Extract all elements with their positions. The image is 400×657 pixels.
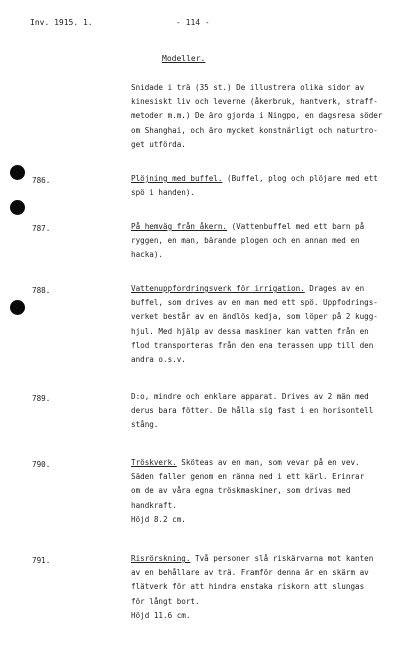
entry-number: 789.	[32, 394, 51, 403]
entry-number: 791.	[32, 556, 51, 565]
entry-line: derus bara fötter. De hålla sig fast i en horisontell	[131, 406, 374, 416]
entry-line: andra o.s.v.	[131, 355, 186, 365]
inventory-label: Inv. 1915. 1.	[30, 18, 93, 27]
entry-789	[131, 390, 393, 433]
punch-hole	[10, 300, 25, 315]
entry-786	[131, 172, 393, 200]
section-title: Modeller.	[162, 54, 206, 63]
entry-line: Höjd 11.6 cm.	[131, 610, 191, 620]
entry-line: hacka).	[131, 250, 164, 260]
entry-line: verket består av en ändlös kedja, som löper på 2 kugg-	[131, 312, 378, 322]
intro-line: om Shanghai, och äro mycket konstnärligt och naturtro-	[131, 125, 378, 135]
entry-term: Risrörskning.	[131, 554, 191, 563]
entry-line: (Vattenbuffel med ett barn på	[227, 222, 365, 231]
entry-line: Sköteas av en man, som vevar på en vev.	[176, 458, 360, 467]
entry-number: 790.	[32, 460, 51, 469]
entry-line: Höjd 8.2 cm.	[131, 514, 186, 524]
entry-line: spö i handen).	[131, 188, 196, 198]
entry-number: 787.	[32, 224, 51, 233]
entry-line: Säden faller genom en ränna ned i ett kärl. Erinrar	[131, 472, 365, 482]
punch-hole	[10, 165, 25, 180]
entry-line: D:o, mindre och enklare apparat. Drives av 2 män med	[131, 392, 369, 401]
entry-790	[131, 456, 393, 527]
entry-787	[131, 220, 393, 263]
entry-line: om de av våra egna tröskmaskiner, som drivas med	[131, 486, 351, 496]
page-number: - 114 -	[176, 18, 210, 27]
entry-line: stång.	[131, 420, 159, 430]
entry-number: 786.	[32, 176, 51, 185]
punch-hole	[10, 200, 25, 215]
entry-term: Tröskverk.	[131, 458, 177, 467]
entry-line: Två personer slå riskärvarna mot kanten	[190, 554, 374, 563]
intro-paragraph	[131, 81, 393, 152]
intro-line: get utförda.	[131, 139, 186, 149]
entry-number: 788.	[32, 286, 51, 295]
entry-line: buffel, som drives av en man med ett spö. Uppfodrings-	[131, 298, 378, 308]
entry-791	[131, 552, 393, 623]
entry-line: (Buffel, plog och plöjare med ett	[222, 174, 378, 183]
entry-line: flätverk för att hindra enstaka riskorn att slungas	[131, 582, 365, 592]
intro-line: Snidade i trä (35 st.) De illustrera olika sidor av	[131, 83, 365, 92]
entry-line: för långt bort.	[131, 596, 200, 606]
entry-line: Drages av en	[304, 284, 365, 293]
entry-term: Plöjning med buffel.	[131, 174, 223, 183]
entry-788	[131, 282, 393, 367]
entry-line: hjul. Med hjälp av dessa maskiner kan vatten från en	[131, 326, 369, 336]
intro-line: metoder m.m.) De äro gjorda i Ningpo, en dagsresa söder	[131, 111, 383, 121]
entry-line: av en behållare av trä. Framför denna är en skärm av	[131, 568, 369, 578]
entry-term: På hemväg från åkern.	[131, 222, 228, 231]
entry-line: handkraft.	[131, 500, 177, 510]
entry-line: ryggen, en man, bärande plogen och en annan med en	[131, 236, 360, 246]
intro-line: kinesiskt liv och leverne (åkerbruk, hantverk, straff-	[131, 97, 378, 107]
entry-term: Vattenuppfordringsverk för irrigation.	[131, 284, 305, 293]
entry-line: flod transporteras från den ena terassen upp till den	[131, 340, 374, 350]
